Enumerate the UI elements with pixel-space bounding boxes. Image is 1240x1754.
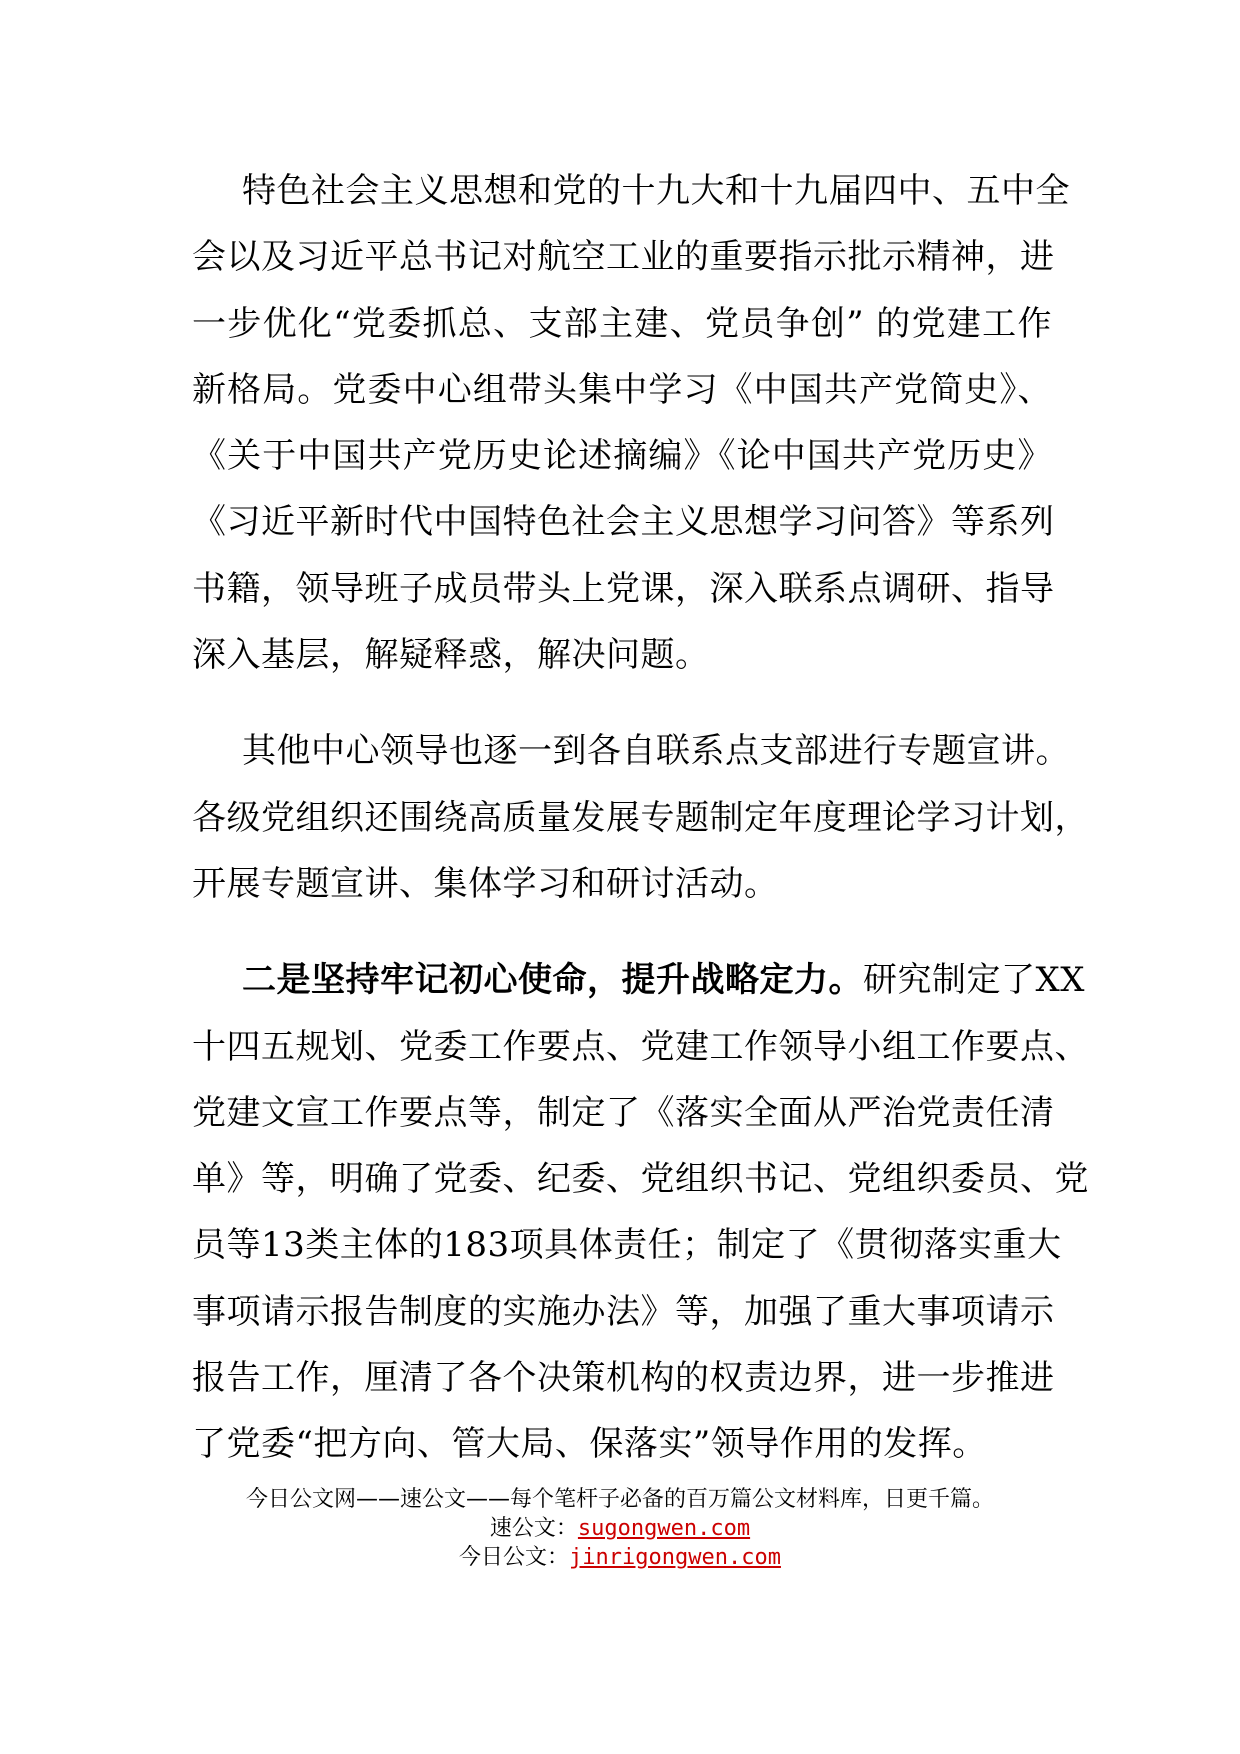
text-line: 《习近平新时代中国特色社会主义思想学习问答》等系列: [192, 502, 1055, 543]
footer-site-label: 今日公文：: [459, 1545, 570, 1570]
paragraph-3: [192, 947, 1089, 1477]
footer-site-label: 速公文：: [489, 1516, 578, 1541]
text-line: [192, 947, 1085, 1013]
text-line: 了党委“把方向、管大局、保落实”领导作用的发挥。: [192, 1424, 987, 1465]
footer-tagline: 今日公文网——速公文——每个笔杆子必备的百万篇公文材料库，日更千篇。: [245, 1487, 994, 1512]
text-line: 会以及习近平总书记对航空工业的重要指示批示精神，进: [192, 237, 1055, 278]
footer-link-jinrigongwen[interactable]: jinrigongwen.com: [569, 1545, 781, 1570]
text-line: 书籍，领导班子成员带头上党课，深入联系点调研、指导: [192, 568, 1055, 609]
text-line: 单》等，明确了党委、纪委、党组织书记、党组织委员、党: [192, 1159, 1089, 1200]
text-line: 一步优化“党委抓总、支部主建、党员争创” 的党建工作: [192, 303, 1052, 344]
text-line: 特色社会主义思想和党的十九大和十九届四中、五中全: [242, 171, 1070, 211]
text-line: 十四五规划、党委工作要点、党建工作领导小组工作要点、: [192, 1026, 1089, 1067]
footer-link-sugongwen[interactable]: sugongwen.com: [577, 1516, 751, 1541]
document-body: [192, 158, 1089, 1478]
page-footer: [0, 1485, 1240, 1572]
text-line: 深入基层，解疑释惑，解决问题。: [192, 635, 710, 676]
text-line: 各级党组织还围绕高质量发展专题制定年度理论学习计划，: [192, 797, 1089, 838]
footer-site-line-2: [0, 1543, 1240, 1572]
paragraph-1: [192, 158, 1070, 688]
text-line: 员等13类主体的183项具体责任；制定了《贯彻落实重大: [192, 1225, 1062, 1266]
text-run: 研究制定了XX: [863, 960, 1085, 1001]
text-line: 事项请示报告制度的实施办法》等，加强了重大事项请示: [192, 1291, 1055, 1332]
text-line: 党建文宣工作要点等，制定了《落实全面从严治党责任清: [192, 1092, 1055, 1133]
text-line: 开展专题宣讲、集体学习和研讨活动。: [192, 863, 779, 904]
text-line: 新格局。党委中心组带头集中学习《中国共产党简史》、: [192, 369, 1052, 410]
text-line: 其他中心领导也逐一到各自联系点支部进行专题宣讲。: [242, 731, 1070, 772]
footer-site-line-1: [0, 1514, 1240, 1543]
text-line: 报告工作，厘清了各个决策机构的权责边界，进一步推进: [192, 1358, 1055, 1399]
text-line: 《关于中国共产党历史论述摘编》《论中国共产党历史》: [192, 436, 1052, 477]
paragraph-2: [192, 718, 1089, 917]
paragraph-lead-heading: 二是坚持牢记初心使命，提升战略定力。: [242, 960, 863, 1001]
